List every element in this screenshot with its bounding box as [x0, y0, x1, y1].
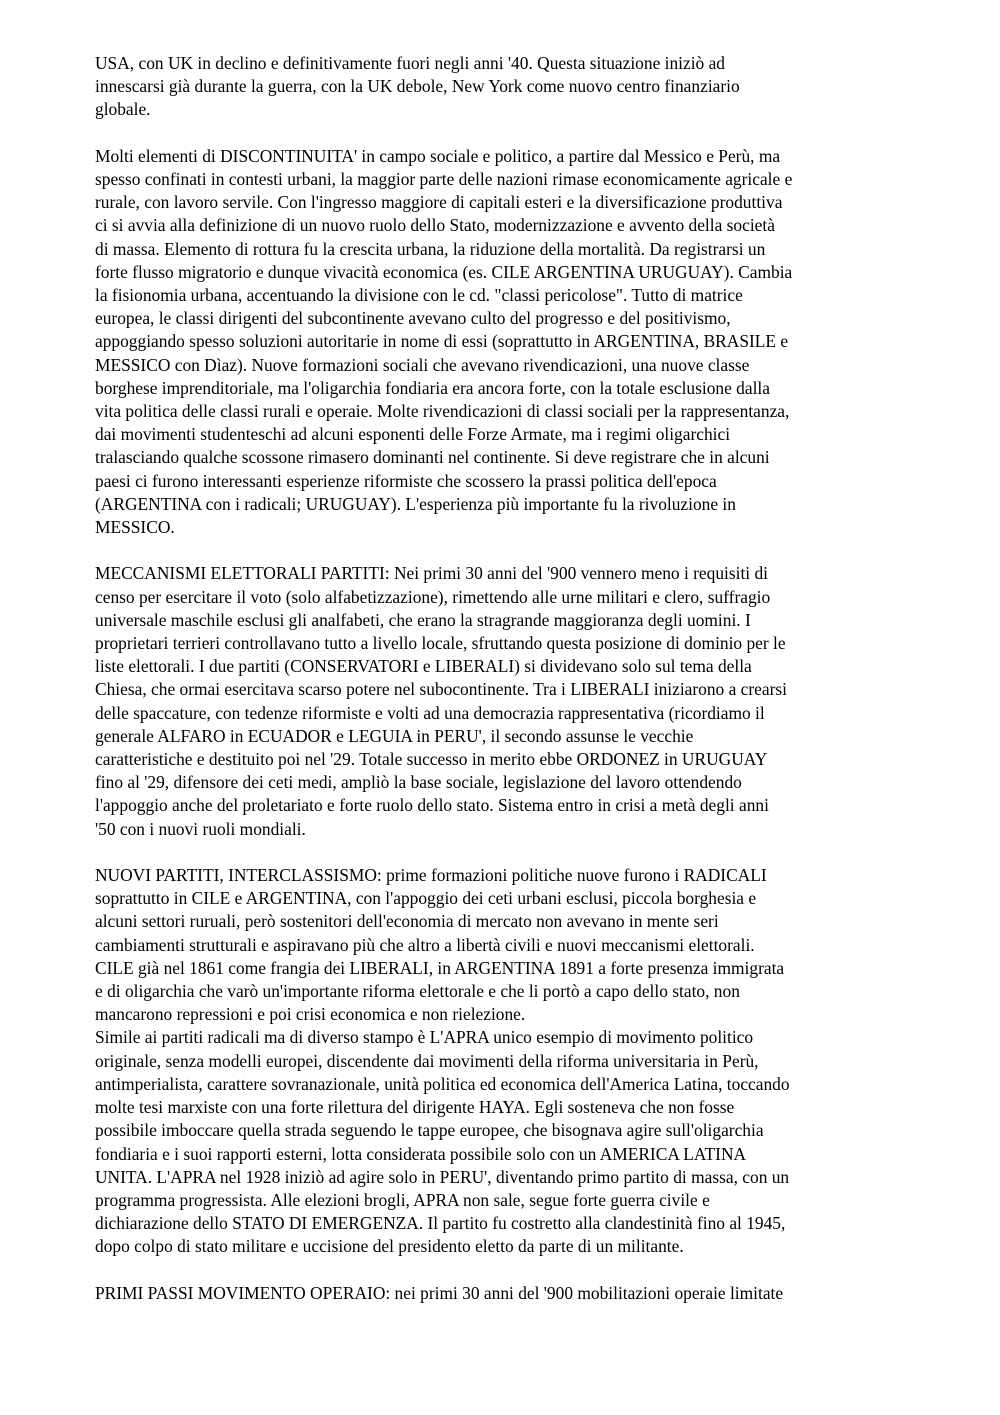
paragraph-movimento-operaio: PRIMI PASSI MOVIMENTO OPERAIO: nei primi 30 anni del '900 mobilitazioni operaie limitate	[95, 1282, 784, 1303]
document-page	[95, 52, 907, 1328]
paragraph-apra: Simile ai partiti radicali ma di diverso stampo è L'APRA unico esempio di movimento politico originale, senza modelli europei, discendente dai movimenti della riforma universitaria in Perù, antimperialista, carattere sovranazionale, unità politica ed economica dell'America Latina, toccando molte tesi marxiste con una forte rilettura del dirigente HAYA. Egli sosteneva che non fosse possibile imboccare quella strada seguendo le tappe europee, che bisognava agire sull'oligarchia fondiaria e i suoi rapporti esterni, lotta considerata possibile solo con un AMERICA LATINA UNITA. L'APRA nel 1928 iniziò ad agire solo in PERU', diventando primo partito di massa, con un programma progressista. Alle elezioni brogli, APRA non sale, segue forte guerra civile e dichiarazione dello STATO DI EMERGENZA. Il partito fu costretto alla clandestinità fino al 1945, dopo colpo di stato militare e uccisione del presidento eletto da parte di un militante.	[95, 1027, 790, 1257]
paragraph-discontinuita: Molti elementi di DISCONTINUITA' in campo sociale e politico, a partire dal Messico e Perù, ma spesso confinati in contesti urbani, la maggior parte delle nazioni rimase economicamente agricale e rurale, con lavoro servile. Con l'ingresso maggiore di capitali esteri e la diversificazione produttiva ci si avvia alla definizione di un nuovo ruolo dello Stato, modernizzazione e avvento della società di massa. Elemento di rottura fu la crescita urbana, la riduzione della mortalità. Da registrarsi un forte flusso migratorio e dunque vivacità economica (es. CILE ARGENTINA URUGUAY). Cambia la fisionomia urbana, accentuando la divisione con le cd. "classi pericolose". Tutto di matrice europea, le classi dirigenti del subcontinente avevano culto del progresso e del positivismo, appoggiando spesso soluzioni autoritarie in nome di essi (soprattutto in ARGENTINA, BRASILE e MESSICO con Dìaz). Nuove formazioni sociali che avevano rivendicazioni, una nuove classe borghese imprenditoriale, ma l'oligarchia fondiaria era ancora forte, con la totale esclusione dalla vita politica delle classi rurali e operaie. Molte rivendicazioni di classi sociali per la rappresentanza, dai movimenti studenteschi ad alcuni esponenti delle Forze Armate, ma i regimi oligarchici tralasciando qualche scossone rimasero dominanti nel continente. Si deve registrare che in alcuni paesi ci furono interessanti esperienze riformiste che scossero la prassi politica dell'epoca (ARGENTINA con i radicali; URUGUAY). L'esperienza più importante fu la rivoluzione in MESSICO.	[95, 145, 793, 538]
paragraph-nuovi-partiti: NUOVI PARTITI, INTERCLASSISMO: prime formazioni politiche nuove furono i RADICALI soprattutto in CILE e ARGENTINA, con l'appoggio dei ceti urbani esclusi, piccola borghesia e alcuni settori ruruali, però sostenitori dell'economia di mercato non avevano in mente seri cambiamenti strutturali e aspiravano più che altro a libertà civili e nuovi meccanismi elettorali. CILE già nel 1861 come frangia dei LIBERALI, in ARGENTINA 1891 a forte presenza immigrata e di oligarchia che varò un'importante riforma elettorale e che li portò a capo dello stato, non mancarono repressioni e poi crisi economica e non rielezione.	[95, 865, 785, 1025]
paragraph-meccanismi-elettorali: MECCANISMI ELETTORALI PARTITI: Nei primi 30 anni del '900 vennero meno i requisiti di censo per esercitare il voto (solo alfabetizzazione), rimettendo alle urne militari e clero, suffragio universale maschile esclusi gli analfabeti, che erano la stragrande maggioranza degli uomini. I proprietari terrieri controllavano tutto a livello locale, sfruttando questa posizione di dominio per le liste elettorali. I due partiti (CONSERVATORI e LIBERALI) si dividevano solo sul tema della Chiesa, che ormai esercitava scarso potere nel subocontinente. Tra i LIBERALI iniziarono a crearsi delle spaccature, con tedenze riformiste e volti ad una democrazia rappresentativa (ricordiamo il generale ALFARO in ECUADOR e LEGUIA in PERU', il secondo assunse le vecchie caratteristiche e destituito poi nel '29. Totale successo in merito ebbe ORDONEZ in URUGUAY fino al '29, difensore dei ceti medi, ampliò la base sociale, legislazione del lavoro ottendendo l'appoggio anche del proletariato e forte ruolo dello stato. Sistema entro in crisi a metà degli anni '50 con i nuovi ruoli mondiali.	[95, 563, 788, 839]
paragraph-usa-intro: USA, con UK in declino e definitivamente fuori negli anni '40. Questa situazione iniziò ad innescarsi già durante la guerra, con la UK debole, New York come nuovo centro finanziario globale.	[95, 53, 740, 120]
